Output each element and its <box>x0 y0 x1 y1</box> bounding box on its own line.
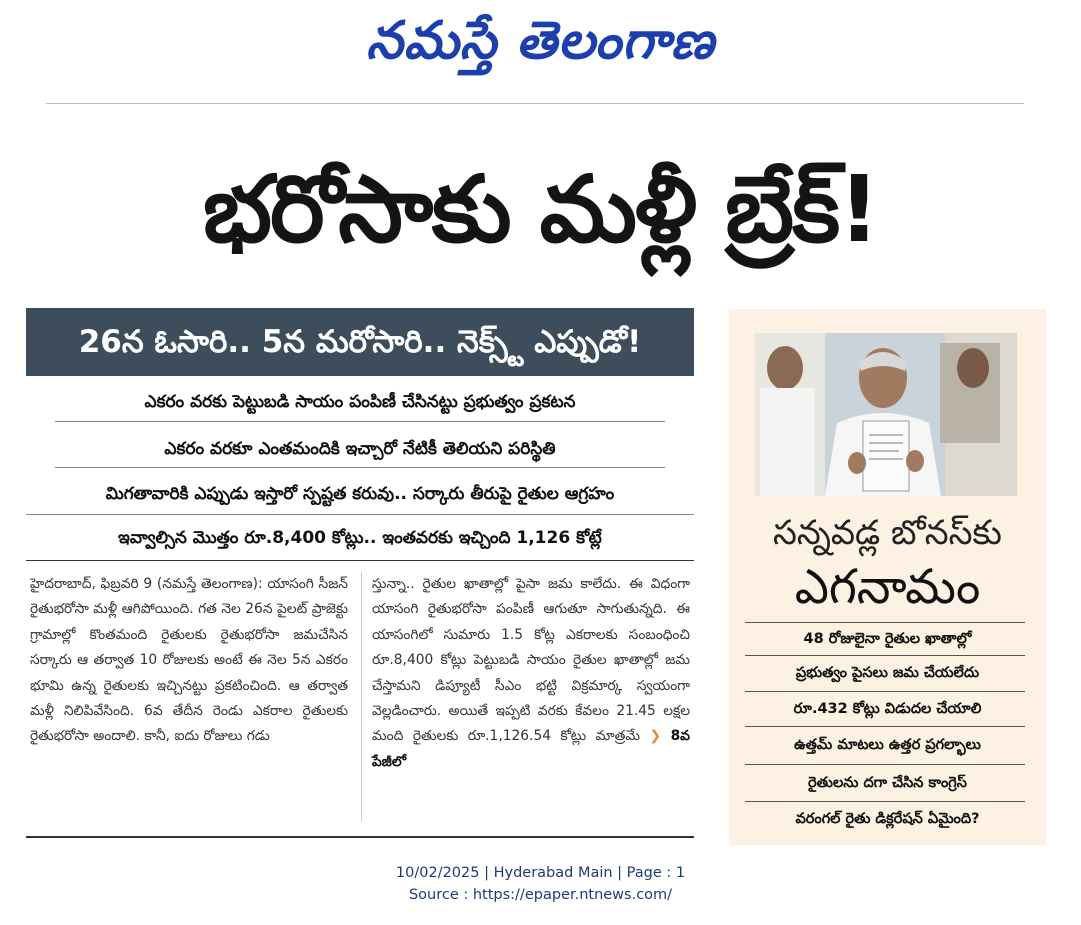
subhead-divider <box>26 560 694 561</box>
sidebar-item: వరంగల్ రైతు డిక్లరేషన్ ఏమైంది? <box>795 811 980 827</box>
sidebar-divider <box>745 726 1025 727</box>
masthead-divider <box>46 103 1024 104</box>
subhead-3: మిగతావారికి ఎప్పుడు ఇస్తారో స్పష్టత కరువు.. సర్కారు తీరుపై రైతుల ఆగ్రహం <box>105 484 615 504</box>
sidebar-divider <box>745 655 1025 656</box>
article-text-col1: హైదరాబాద్, ఫిబ్రవరి 9 (నమస్తే తెలంగాణ): యాసంగి సీజన్ రైతుభరోసా మళ్లీ ఆగిపోయింది. గత నెల 26న పైలట్ ప్రాజెక్టు గ్రామాల్లో కొంతమంది రైతులకు రైతుభరోసా జమచేసిన సర్కారు ఆ తర్వాత 10 రోజులకు అంటే ఈ నెల 5న ఎకరం భూమి ఉన్న రైతులకు ఇచ్చినట్టు ప్రకటించింది. ఆ తర్వాత మళ్లీ నిలిపివేసింది. 6వ తేదీన రెండు ఎకరాల రైతులకు రైతుభరోసా అందాలి. కానీ, ఐదు రోజులు గడు <box>30 576 348 745</box>
article-column-2 <box>372 572 690 775</box>
continued-arrow-icon: ❯ <box>649 728 662 745</box>
sidebar-divider <box>745 622 1025 623</box>
sidebar-divider <box>745 764 1025 765</box>
newspaper-masthead: నమస్తే తెలంగాణ <box>366 11 715 71</box>
subhead-divider <box>26 514 694 515</box>
source-link[interactable]: Source : https://epaper.ntnews.com/ <box>408 887 673 903</box>
sidebar-item: 48 రోజులైనా రైతుల ఖాతాల్లో <box>803 631 972 647</box>
subhead-1: ఎకరం వరకు పెట్టుబడి సాయం పంపిణీ చేసినట్టు ప్రభుత్వం ప్రకటన <box>144 392 576 412</box>
subhead-divider <box>55 467 665 468</box>
main-headline: భరోసాకు మళ్లీ బ్రేక్! <box>202 156 879 263</box>
subhead-divider <box>55 421 665 422</box>
sidebar-divider <box>745 801 1025 802</box>
sidebar-item: ప్రభుత్వం పైసలు జమ చేయలేదు <box>795 665 980 681</box>
article-text-col2: స్తున్నా.. రైతుల ఖాతాల్లో పైసా జమ కాలేదు. ఈ విధంగా యాసంగి రైతుభరోసా పంపిణీ ఆగుతూ సాగుతున్నది. ఈ యాసంగిలో సుమారు 1.5 కోట్ల ఎకరాలకు సంబంధించి రూ.8,400 కోట్లు పెట్టుబడి సాయం రైతుల ఖాతాల్లో జమ చేస్తామని డిప్యూటీ సీఎం భట్టి విక్రమార్క స్వయంగా వెల్లడించారు. అయితే ఇప్పటి వరకు కేవలం 21.45 లక్షల మంది రైతులకు రూ.1,126.54 కోట్లు మాత్రమే <box>372 576 690 745</box>
sidebar-item: రైతులను దగా చేసిన కాంగ్రెస్ <box>808 775 967 791</box>
headline-banner: 26న ఓసారి.. 5న మరోసారి.. నెక్స్ట్ ఎప్పుడో! <box>26 308 694 376</box>
sidebar-item: ఉత్తమ్ మాటలు ఉత్తర ప్రగల్భాలు <box>794 737 981 753</box>
sidebar-item: రూ.432 కోట్లు విడుదల చేయాలి <box>793 701 982 717</box>
sidebar-headline-2: ఎగనామం <box>794 559 981 615</box>
continued-on-page[interactable]: 8వ పేజీలో <box>372 728 690 770</box>
subhead-4: ఇవ్వాల్సిన మొత్తం రూ.8,400 కోట్లు.. ఇంతవరకు ఇచ్చింది 1,126 కోట్లే <box>118 528 602 548</box>
edition-info: 10/02/2025 | Hyderabad Main | Page : 1 <box>395 865 686 881</box>
column-divider <box>361 572 362 822</box>
subhead-2: ఎకరం వరకూ ఎంతమందికి ఇచ్చారో నేటికీ తెలియని పరిస్థితి <box>164 439 556 459</box>
leader-holding-paper-image <box>755 333 1017 496</box>
article-column-1 <box>30 572 348 750</box>
sidebar-divider <box>745 691 1025 692</box>
sidebar-headline-1: సన్నవడ్ల బోనస్‌కు <box>773 513 1002 553</box>
sidebar-photo <box>755 333 1017 496</box>
article-bottom-rule <box>26 836 694 838</box>
